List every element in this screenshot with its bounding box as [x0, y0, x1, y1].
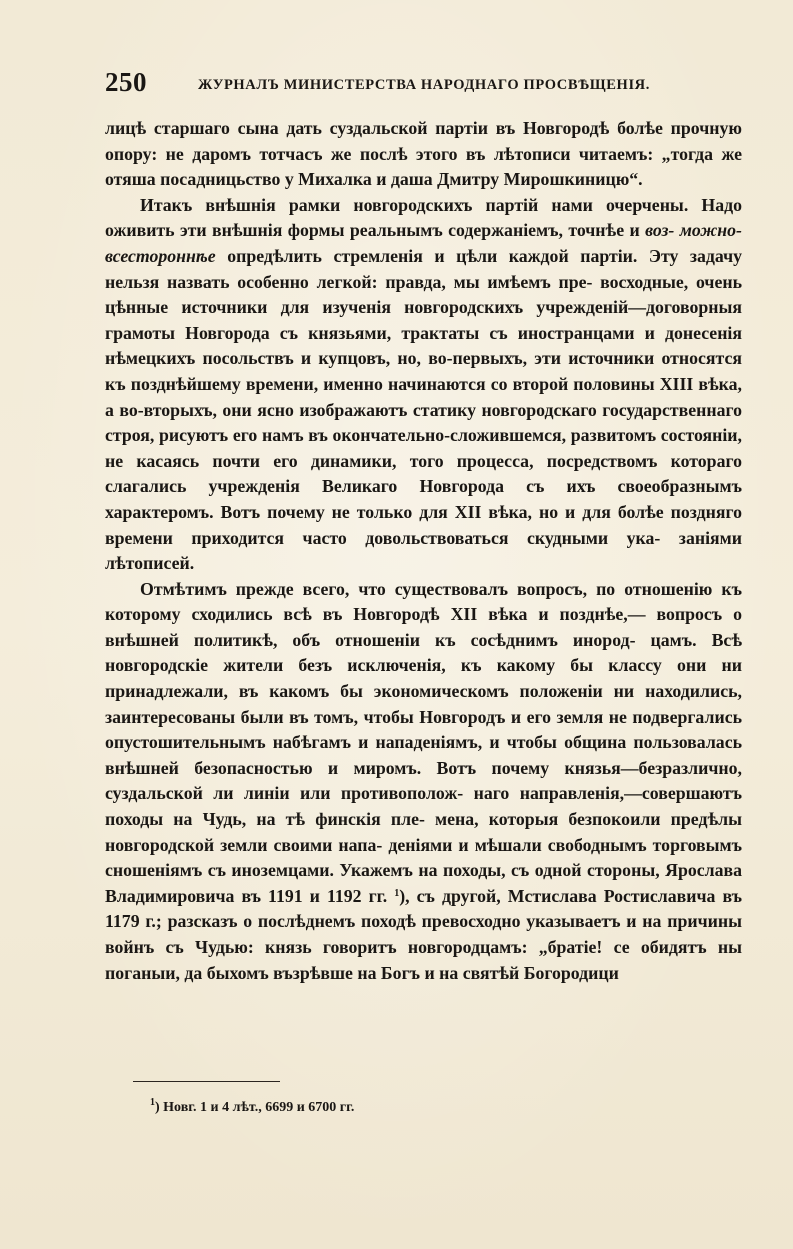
paragraph-2-text-b: опредѣлить стремленія и цѣли каждой партіи. Эту задачу нельзя назвать особенно легкой: правда, мы имѣемъ пре- восходные, очень цѣнные источники для изученія новгородскихъ учрежденій—договорныя грамоты Новгорода съ князьями, трактаты съ иностранцами и донесенія нѣмецкихъ посольствъ и купцовъ, но, во-первыхъ, эти источники относятся къ позднѣйшему времени, именно начинаются со второй половины XIII вѣка, а во-вторыхъ, они ясно изображаютъ статику новгородскаго государственнаго строя, рисуютъ его намъ въ окончательно-сложившемся, развитомъ состояніи, не касаясь почти его динамики, того процесса, посредствомъ котораго слагались учрежденія Великаго Новгорода съ ихъ своеобразнымъ характеромъ. Вотъ почему не только для XII вѣка, но и для болѣе поздняго времени приходится часто довольствоваться скудными ука- заніями лѣтописей. — [105, 245, 742, 574]
paragraph-1 — [105, 116, 742, 193]
main-text — [105, 116, 742, 986]
running-title: ЖУРНАЛЪ МИНИСТЕРСТВА НАРОДНАГО ПРОСВѢЩЕНІЯ. — [198, 77, 650, 93]
footnote-marker: 1 — [150, 1097, 155, 1108]
paragraph-2-italic-phrase: воз- можно-всестороннѣе — [105, 220, 742, 266]
page-header — [105, 67, 685, 101]
paragraph-1-text: лицѣ старшаго сына дать суздальской партіи въ Новгородѣ болѣе прочную опору: не даромъ тотчасъ же послѣ этого въ лѣтописи читаемъ: „тогда же отяша посадницьство у Михалка и даша Дмитру Мирошкиницю“. — [105, 118, 742, 190]
page-number: 250 — [105, 67, 147, 97]
paragraph-3-text-a: Отмѣтимъ прежде всего, что существовалъ вопросъ, по отношенію къ которому сходились всѣ въ Новгородѣ XII вѣка и позднѣе,— вопросъ о внѣшней политикѣ, объ отношеніи къ сосѣднимъ инород- цамъ. Всѣ новгородскіе жители безъ исключенія, къ какому бы классу они ни принадлежали, въ какомъ бы экономическомъ положеніи ни находились, заинтересованы были въ томъ, чтобы Новгородъ и его земля не подвергались опустошительнымъ набѣгамъ и нападеніямъ, и чтобы община пользовалась внѣшней безопасностью и миромъ. Вотъ почему князья—безразлично, суздальской ли линіи или противополож- наго направленія,—совершаютъ походы на Чудь, на тѣ финскія пле- мена, которыя безпокоили предѣлы новгородской земли своими напа- деніями и мѣшали свободнымъ торговымъ сношеніямъ съ иноземцами. Укажемъ на походы, съ одной стороны, Ярослава Владимировича въ 1191 и 1192 гг. — [105, 578, 742, 906]
paragraph-3 — [105, 577, 742, 987]
paragraph-2-text-a: Итакъ внѣшнія рамки новгородскихъ партій нами очерчены. Надо оживить эти внѣшнія формы реальнымъ содержаніемъ, точнѣе и — [105, 194, 742, 241]
paragraph-3-text-b: ), съ другой, Мстислава Ростиславича въ 1179 г.; разсказъ о послѣднемъ походѣ превосходно указываетъ и на причины войнъ съ Чудью: князь говоритъ новгородцамъ: „братіе! се обидятъ ны поганыи, да быхомъ възрѣвше на Богъ и на святѣй Богородици — [105, 885, 742, 983]
footnote — [150, 1097, 355, 1116]
footnote-divider — [133, 1081, 280, 1082]
footnote-text: ) Новг. 1 и 4 лѣт., 6699 и 6700 гг. — [155, 1100, 355, 1115]
footnote-reference: 1 — [394, 887, 400, 899]
paragraph-2 — [105, 193, 742, 577]
